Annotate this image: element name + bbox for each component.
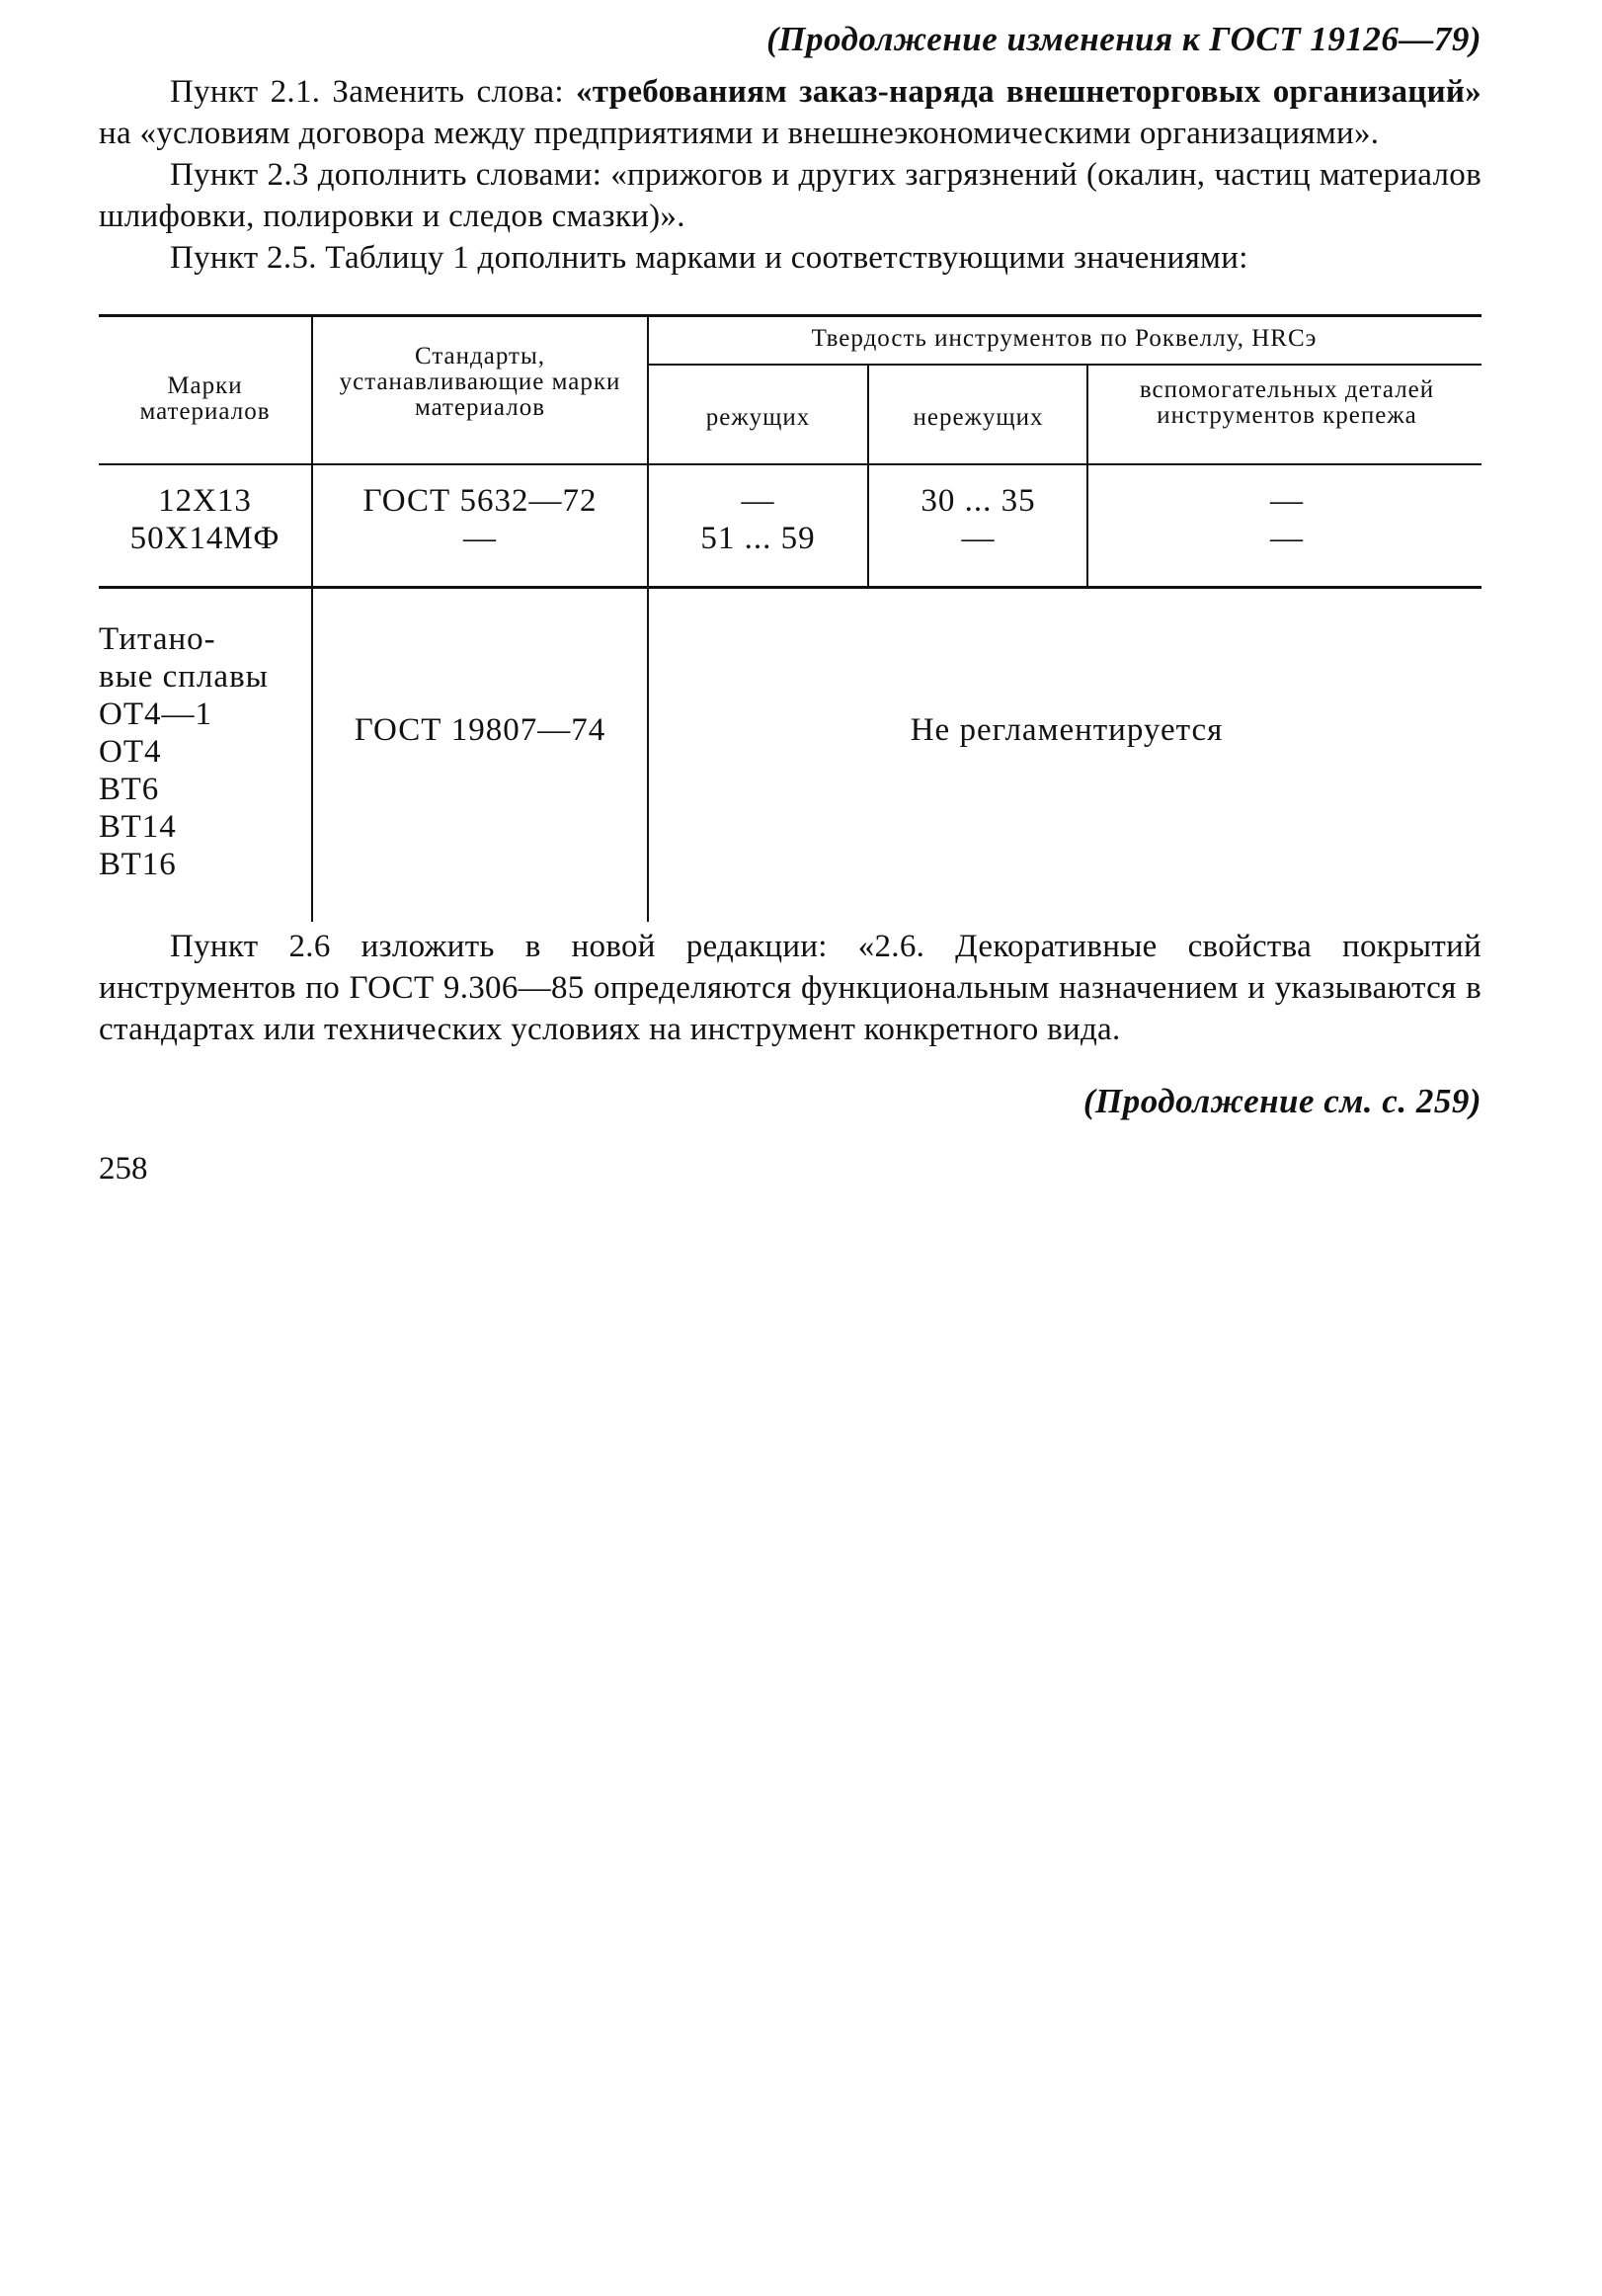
header-hardness: Твердость инструментов по Роквеллу, HRCэ — [811, 325, 1318, 352]
table-cell-standard-2: — — [463, 521, 497, 556]
p1-tail: на «условиям договора между предприятиями и внешнеэкономическими организациями». — [99, 116, 1380, 151]
paragraph-2-3: Пункт 2.3 дополнить словами: «прижогов и других загрязнений (окалин, частиц материалов шлифовки, полировки и следов смазки)». — [99, 157, 1482, 234]
table-cell-noncutting-2: — — [961, 521, 996, 556]
titanium-label-line-2: вые сплавы — [99, 659, 269, 695]
titanium-group-label — [99, 620, 306, 883]
titanium-label-line-1: Титано- — [99, 621, 216, 657]
titanium-grade: ОТ4 — [99, 734, 162, 770]
table-cell-auxiliary-1: — — [1270, 483, 1304, 519]
titanium-standard: ГОСТ 19807—74 — [354, 712, 606, 748]
table-cell-cutting-2: 51 ... 59 — [700, 521, 816, 556]
titanium-grade: ВТ16 — [99, 847, 177, 882]
section-rule — [99, 586, 1482, 589]
p1-lead: Пункт 2.1. Заменить слова: — [170, 74, 576, 110]
continuation-header: (Продолжение изменения к ГОСТ 19126—79) — [766, 20, 1482, 58]
table-cell-auxiliary-2: — — [1270, 521, 1304, 556]
titanium-hardness-note: Не регламентируется — [910, 712, 1224, 748]
page-number: 258 — [99, 1151, 148, 1187]
titanium-grade: ОТ4—1 — [99, 697, 212, 732]
table-cell-cutting-1: — — [741, 483, 775, 519]
col-rule-4 — [1086, 364, 1088, 586]
header-bottom-rule — [99, 463, 1482, 465]
table-top-rule — [99, 314, 1482, 317]
p1-quote: «требованиям заказ-наряда внешнеторговых организаций» — [575, 74, 1482, 110]
continuation-footer: (Продолжение см. с. 259) — [1082, 1082, 1482, 1120]
col-rule-3 — [867, 364, 869, 586]
document-page — [99, 20, 1482, 1188]
hardness-subheader-rule — [647, 364, 1482, 366]
titanium-grade: ВТ14 — [99, 809, 177, 845]
table-cell-mark-2: 50Х14МФ — [129, 521, 280, 556]
table-cell-standard-1: ГОСТ 5632—72 — [362, 483, 598, 519]
paragraph-2-6: Пункт 2.6 изложить в новой редакции: «2.6. Декоративные свойства покрытий инструментов по ГОСТ 9.306—85 определяются функциональным назначением и указываются в стандартах или технических условиях на инструмент конкретного вида. — [99, 929, 1482, 1047]
header-auxiliary: вспомогательных деталей инструментов крепежа — [1139, 376, 1435, 429]
titanium-grade: ВТ6 — [99, 772, 160, 807]
header-marks: Марки материалов — [139, 372, 271, 425]
paragraph-2-5: Пункт 2.5. Таблицу 1 дополнить марками и соответствующими значениями: — [170, 240, 1248, 276]
header-noncutting: нережущих — [913, 404, 1044, 431]
materials-table — [99, 314, 1482, 922]
col-rule-2 — [647, 314, 649, 922]
table-cell-mark-1: 12Х13 — [158, 483, 252, 519]
paragraph-2-1 — [99, 71, 1482, 154]
header-standards: Стандарты, устанавливающие марки материалов — [339, 343, 621, 421]
col-rule-1 — [311, 314, 313, 922]
header-cutting: режущих — [705, 404, 811, 431]
table-cell-noncutting-1: 30 ... 35 — [921, 483, 1036, 519]
